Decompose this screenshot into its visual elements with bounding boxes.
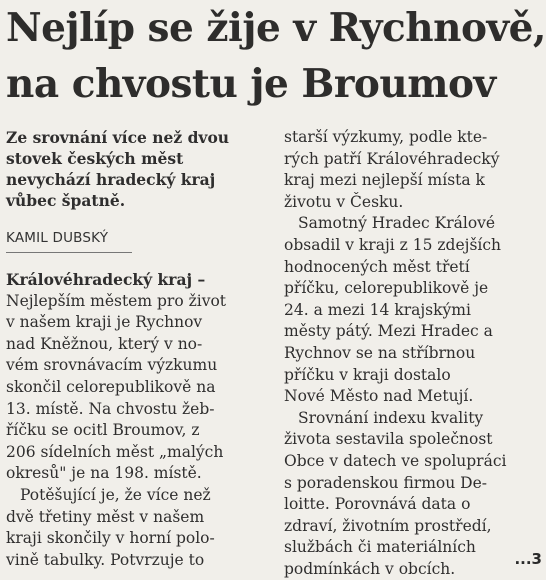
text-line: rých patří Královéhradecký <box>284 149 500 168</box>
lead-line: vůbec špatně. <box>6 191 126 210</box>
text-line: příčku v kraji dostalo <box>284 365 451 384</box>
continuation-marker: ...3 <box>514 550 542 568</box>
right-body-text <box>284 127 542 580</box>
text-line: Srovnání indexu kvality <box>298 408 484 427</box>
text-line: dvě třetiny měst v našem <box>6 507 205 526</box>
headline <box>6 0 546 112</box>
text-line: kraj mezi nejlepší místa k <box>284 171 485 190</box>
text-line: 206 sídelních měst „malých <box>6 442 224 461</box>
text-line: 13. místě. Na chvostu žeb- <box>6 399 215 418</box>
text-line: hodnocených měst třetí <box>284 257 470 276</box>
byline: KAMIL DUBSKÝ <box>6 228 132 253</box>
text-line: nad Kněžnou, který v no- <box>6 334 203 353</box>
lead-line: nevychází hradecký kraj <box>6 170 216 189</box>
lead-paragraph <box>6 127 268 211</box>
text-line: Nejlepším městem pro život <box>6 291 227 310</box>
text-line: vině tabulky. Potvrzuje to <box>6 550 205 569</box>
text-line: v našem kraji je Rychnov <box>6 313 203 332</box>
lead-line: stovek českých měst <box>6 149 184 168</box>
right-column <box>284 127 542 580</box>
text-line: službách či materiálních <box>284 538 476 557</box>
text-line: příčku, celorepublikově je <box>284 279 489 298</box>
text-line: kraji skončily v horní polo- <box>6 529 215 548</box>
text-line: loitte. Porovnává data o <box>284 495 471 514</box>
text-line: starší výzkumy, podle kte- <box>284 128 488 146</box>
text-line: podmínkách v obcích. <box>284 559 456 578</box>
text-line: Rychnov se na stříbrnou <box>284 343 476 362</box>
text-line: Nové Město nad Metují. <box>284 387 474 406</box>
text-line: Obce v datech ve spolupráci <box>284 451 507 470</box>
text-line: 24. a mezi 14 krajskými <box>284 300 471 319</box>
text-line: obsadil v kraji z 15 zdejších <box>284 235 502 254</box>
headline-line-1: Nejlíp se žije v Rychnově, <box>6 5 546 51</box>
text-line: zdraví, životním prostředí, <box>284 516 492 535</box>
text-line: vém srovnávacím výzkumu <box>6 356 218 375</box>
text-line: života sestavila společnost <box>284 430 493 449</box>
text-line: Potěšující je, že více než <box>20 485 211 504</box>
headline-line-2: na chvostu je Broumov <box>6 61 496 107</box>
text-line: Samotný Hradec Králové <box>298 214 496 233</box>
text-line: s poradenskou firmou De- <box>284 473 487 492</box>
text-line: životu v Česku. <box>284 192 404 211</box>
text-line: skončil celorepublikově na <box>6 377 216 396</box>
text-line: městy pátý. Mezi Hradec a <box>284 322 493 341</box>
lead-line: Ze srovnání více než dvou <box>6 128 230 147</box>
left-body-text <box>6 269 268 571</box>
text-line: okresů" je na 198. místě. <box>6 464 202 483</box>
text-line: říčku se ocitl Broumov, z <box>6 421 200 440</box>
dateline: Královéhradecký kraj – <box>6 270 206 289</box>
left-column <box>6 127 268 571</box>
